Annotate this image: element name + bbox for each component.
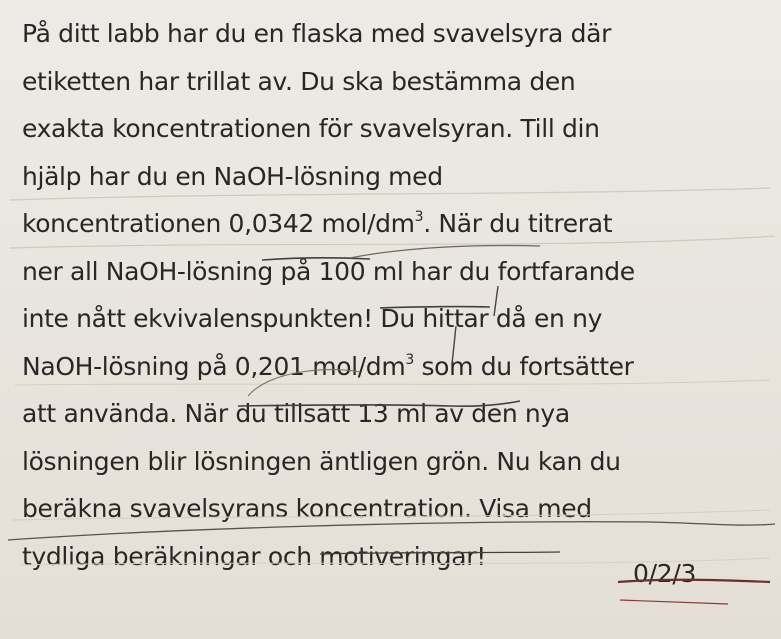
text-line-10: lösningen blir lösningen äntligen grön. Nu kan du: [22, 446, 621, 476]
text-line-3: exakta koncentrationen för svavelsyran. Till din: [22, 114, 600, 143]
text-line-4: hjälp har du en NaOH-lösning med: [22, 161, 443, 191]
text-line-6: ner all NaOH-lösning på 100 ml har du fortfarande: [22, 256, 635, 286]
text-line-8-rest: som du fortsätter: [413, 351, 634, 381]
text-line-12: tydliga beräkningar och motiveringar!: [22, 541, 486, 571]
text-line-5-main: koncentrationen 0,0342 mol/dm: [22, 209, 415, 238]
text-line-5-rest: . När du titrerat: [423, 209, 613, 238]
text-line-8: [22, 343, 777, 391]
text-line-11: beräkna svavelsyrans koncentration. Visa med: [22, 494, 592, 523]
text-line-1: På ditt labb har du en flaska med svavelsyra där: [22, 19, 611, 48]
text-line-9: att använda. När du tillsatt 13 ml av den nya: [22, 399, 570, 428]
text-line-5: [22, 200, 777, 248]
text-line-2: etiketten har trillat av. Du ska bestämma den: [22, 66, 576, 96]
score-label: 0/2/3: [633, 559, 697, 588]
superscript-exponent: 3: [405, 351, 414, 368]
superscript-exponent: 3: [414, 209, 424, 225]
text-line-8-main: NaOH-lösning på 0,201 mol/dm: [22, 351, 406, 381]
assignment-text: [22, 10, 777, 580]
text-line-7: inte nått ekvivalenspunkten! Du hittar då en ny: [22, 304, 603, 333]
